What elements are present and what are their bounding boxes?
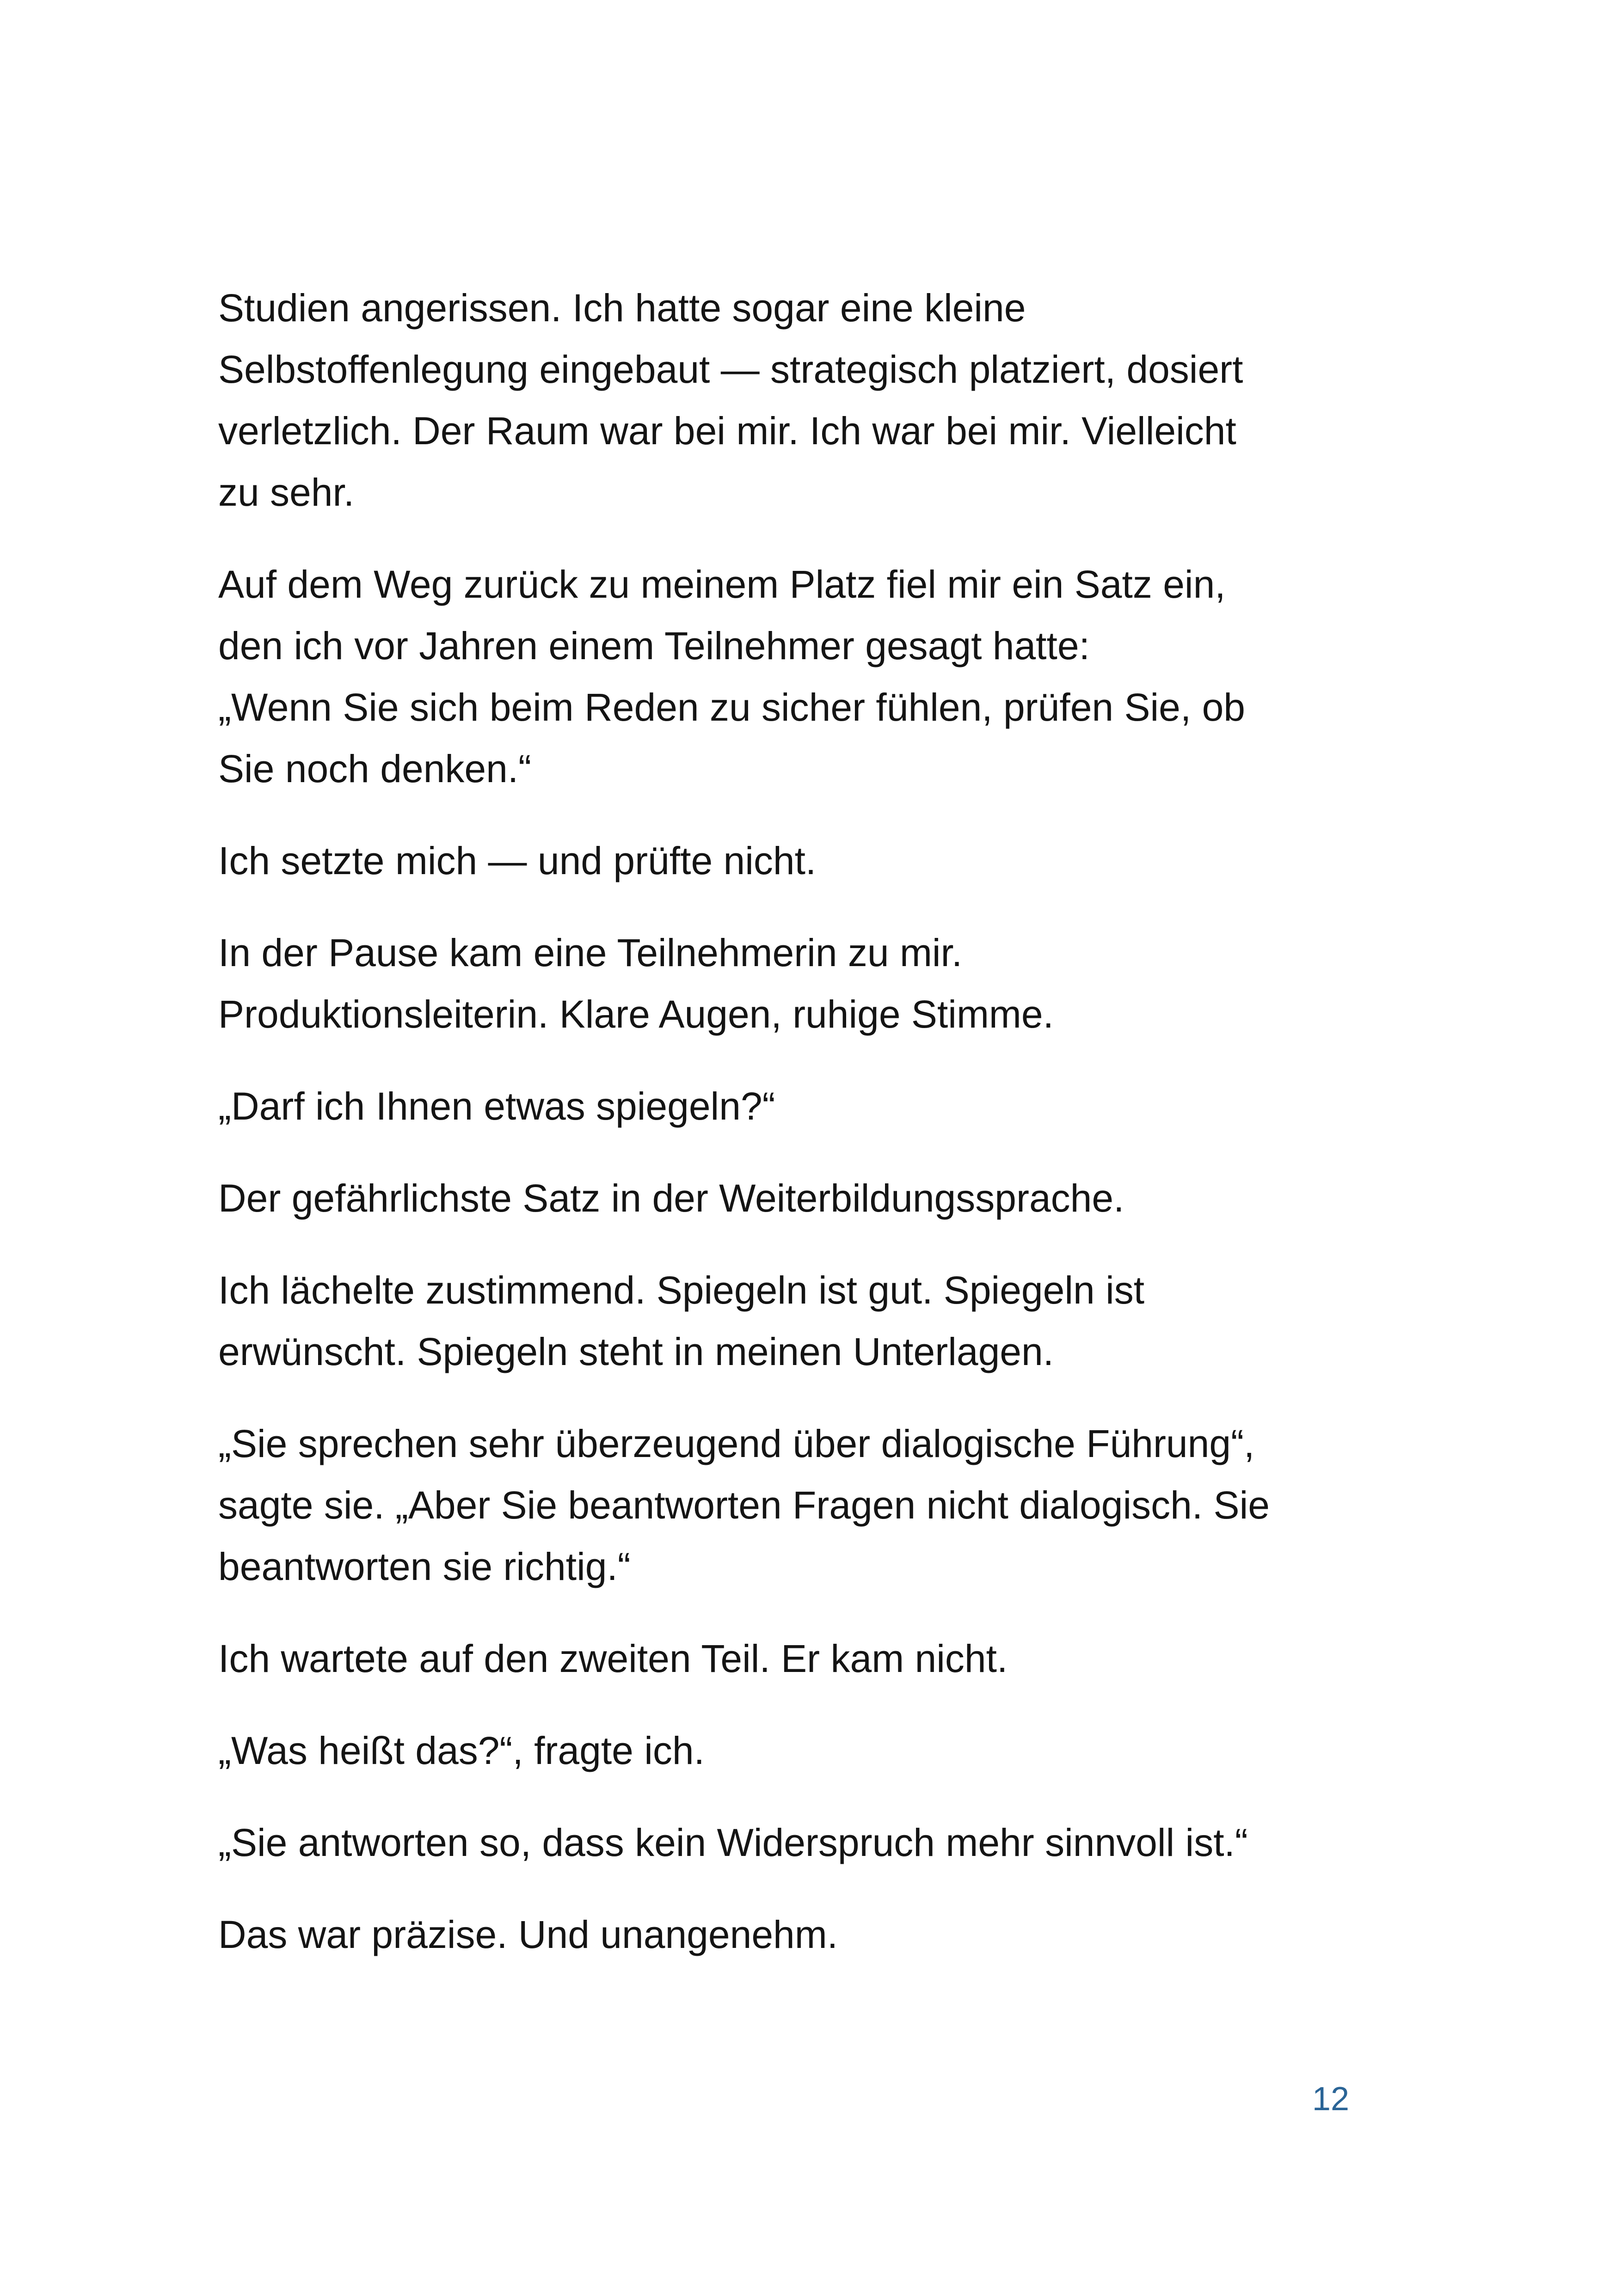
text-line: „Was heißt das?“, fragte ich. bbox=[218, 1729, 705, 1772]
text-line: Selbstoffenlegung eingebaut — strategisch platziert, dosiert bbox=[218, 348, 1243, 391]
paragraph bbox=[218, 1720, 1383, 1782]
text-line: Produktionsleiterin. Klare Augen, ruhige Stimme. bbox=[218, 992, 1054, 1036]
paragraph bbox=[218, 1904, 1383, 1965]
text-line: Studien angerissen. Ich hatte sogar eine kleine bbox=[218, 286, 1026, 330]
text-line: sagte sie. „Aber Sie beantworten Fragen nicht dialogisch. Sie bbox=[218, 1483, 1270, 1527]
paragraph bbox=[218, 922, 1383, 1045]
text-line: Der gefährlichste Satz in der Weiterbildungssprache. bbox=[218, 1176, 1124, 1220]
paragraph bbox=[218, 1076, 1383, 1137]
text-line: Auf dem Weg zurück zu meinem Platz fiel mir ein Satz ein, bbox=[218, 563, 1226, 606]
text-line: den ich vor Jahren einem Teilnehmer gesagt hatte: bbox=[218, 624, 1090, 667]
text-line: In der Pause kam eine Teilnehmerin zu mir. bbox=[218, 931, 963, 974]
paragraph bbox=[218, 1260, 1383, 1383]
paragraph bbox=[218, 1628, 1383, 1690]
text-line: „Sie sprechen sehr überzeugend über dialogische Führung“, bbox=[218, 1422, 1255, 1465]
paragraph bbox=[218, 1413, 1383, 1598]
text-line: erwünscht. Spiegeln steht in meinen Unterlagen. bbox=[218, 1330, 1054, 1373]
text-line: Ich wartete auf den zweiten Teil. Er kam nicht. bbox=[218, 1637, 1008, 1680]
paragraph bbox=[218, 277, 1383, 523]
text-line: zu sehr. bbox=[218, 471, 355, 514]
paragraph bbox=[218, 1168, 1383, 1229]
text-line: Sie noch denken.“ bbox=[218, 747, 532, 790]
text-line: Das war präzise. Und unangenehm. bbox=[218, 1913, 838, 1956]
text-line: beantworten sie richtig.“ bbox=[218, 1545, 631, 1588]
paragraph bbox=[218, 1812, 1383, 1874]
body-text bbox=[218, 277, 1383, 1996]
paragraph bbox=[218, 554, 1383, 800]
text-line: „Wenn Sie sich beim Reden zu sicher fühlen, prüfen Sie, ob bbox=[218, 686, 1245, 729]
page-number: 12 bbox=[1312, 2081, 1349, 2118]
text-line: „Sie antworten so, dass kein Widerspruch mehr sinnvoll ist.“ bbox=[218, 1821, 1248, 1864]
paragraph bbox=[218, 830, 1383, 892]
text-line: „Darf ich Ihnen etwas spiegeln?“ bbox=[218, 1084, 775, 1128]
text-line: verletzlich. Der Raum war bei mir. Ich war bei mir. Vielleicht bbox=[218, 409, 1236, 453]
text-line: Ich setzte mich — und prüfte nicht. bbox=[218, 839, 817, 882]
text-line: Ich lächelte zustimmend. Spiegeln ist gut. Spiegeln ist bbox=[218, 1268, 1145, 1312]
